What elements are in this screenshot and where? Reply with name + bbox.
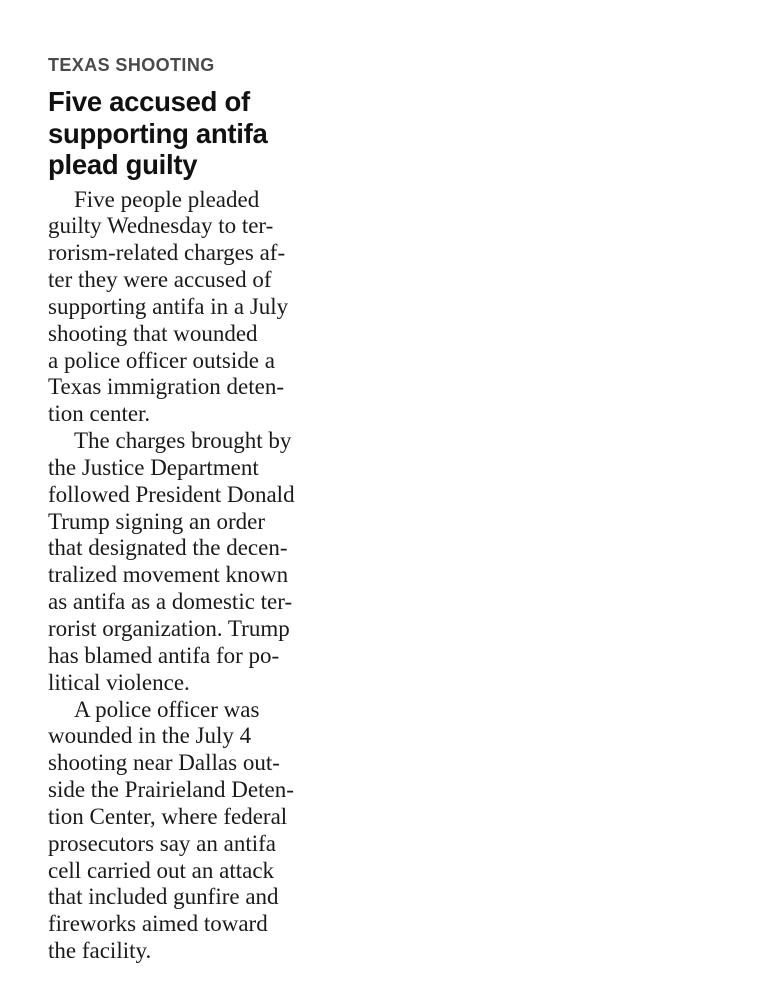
headline <box>48 86 368 181</box>
text-line: tion center. <box>48 401 151 427</box>
text-line: Five people pleaded <box>74 186 260 212</box>
text-line: rorist organization. Trump <box>48 616 290 641</box>
text-line: litical violence. <box>48 669 190 695</box>
news-article <box>48 54 368 965</box>
text-line: Texas immigration deten- <box>48 374 284 400</box>
headline-line: plead guilty <box>48 149 198 180</box>
text-line: rorism-related charges af- <box>48 240 286 266</box>
text-line: A police officer was <box>74 696 260 722</box>
text-line: The charges brought by <box>74 428 292 454</box>
text-line: the facility. <box>48 938 152 964</box>
text-line: the Justice Department <box>48 454 259 480</box>
paragraph-3 <box>48 697 368 965</box>
text-line: has blamed antifa for po- <box>48 642 280 668</box>
text-line: cell carried out an attack <box>48 857 275 883</box>
text-line: wounded in the July 4 <box>48 723 252 749</box>
text-line: followed President Donald <box>48 481 295 507</box>
text-line: ter they were accused of <box>48 267 272 293</box>
text-line: shooting that wounded <box>48 320 258 346</box>
text-line: as antifa as a domestic ter- <box>48 589 293 615</box>
section-kicker: TEXAS SHOOTING <box>48 55 215 75</box>
text-line: guilty Wednesday to ter- <box>48 213 274 239</box>
text-line: supporting antifa in a July <box>48 293 289 319</box>
text-line: tion Center, where federal <box>48 803 288 829</box>
article-body <box>48 187 368 965</box>
text-line: side the Prairieland Deten- <box>48 777 294 803</box>
headline-line: supporting antifa <box>48 117 268 149</box>
text-line: a police officer outside a <box>48 347 275 373</box>
text-line: shooting near Dallas out- <box>48 750 280 776</box>
text-line: prosecutors say an antifa <box>48 830 277 856</box>
text-line: tralized movement known <box>48 562 289 588</box>
text-line: Trump signing an order <box>48 508 266 534</box>
text-line: fireworks aimed toward <box>48 911 268 937</box>
text-line: that included gunfire and <box>48 884 279 910</box>
paragraph-2 <box>48 428 368 696</box>
text-line: that designated the decen- <box>48 535 288 561</box>
headline-line: Five accused of <box>48 86 250 117</box>
paragraph-1 <box>48 187 368 429</box>
